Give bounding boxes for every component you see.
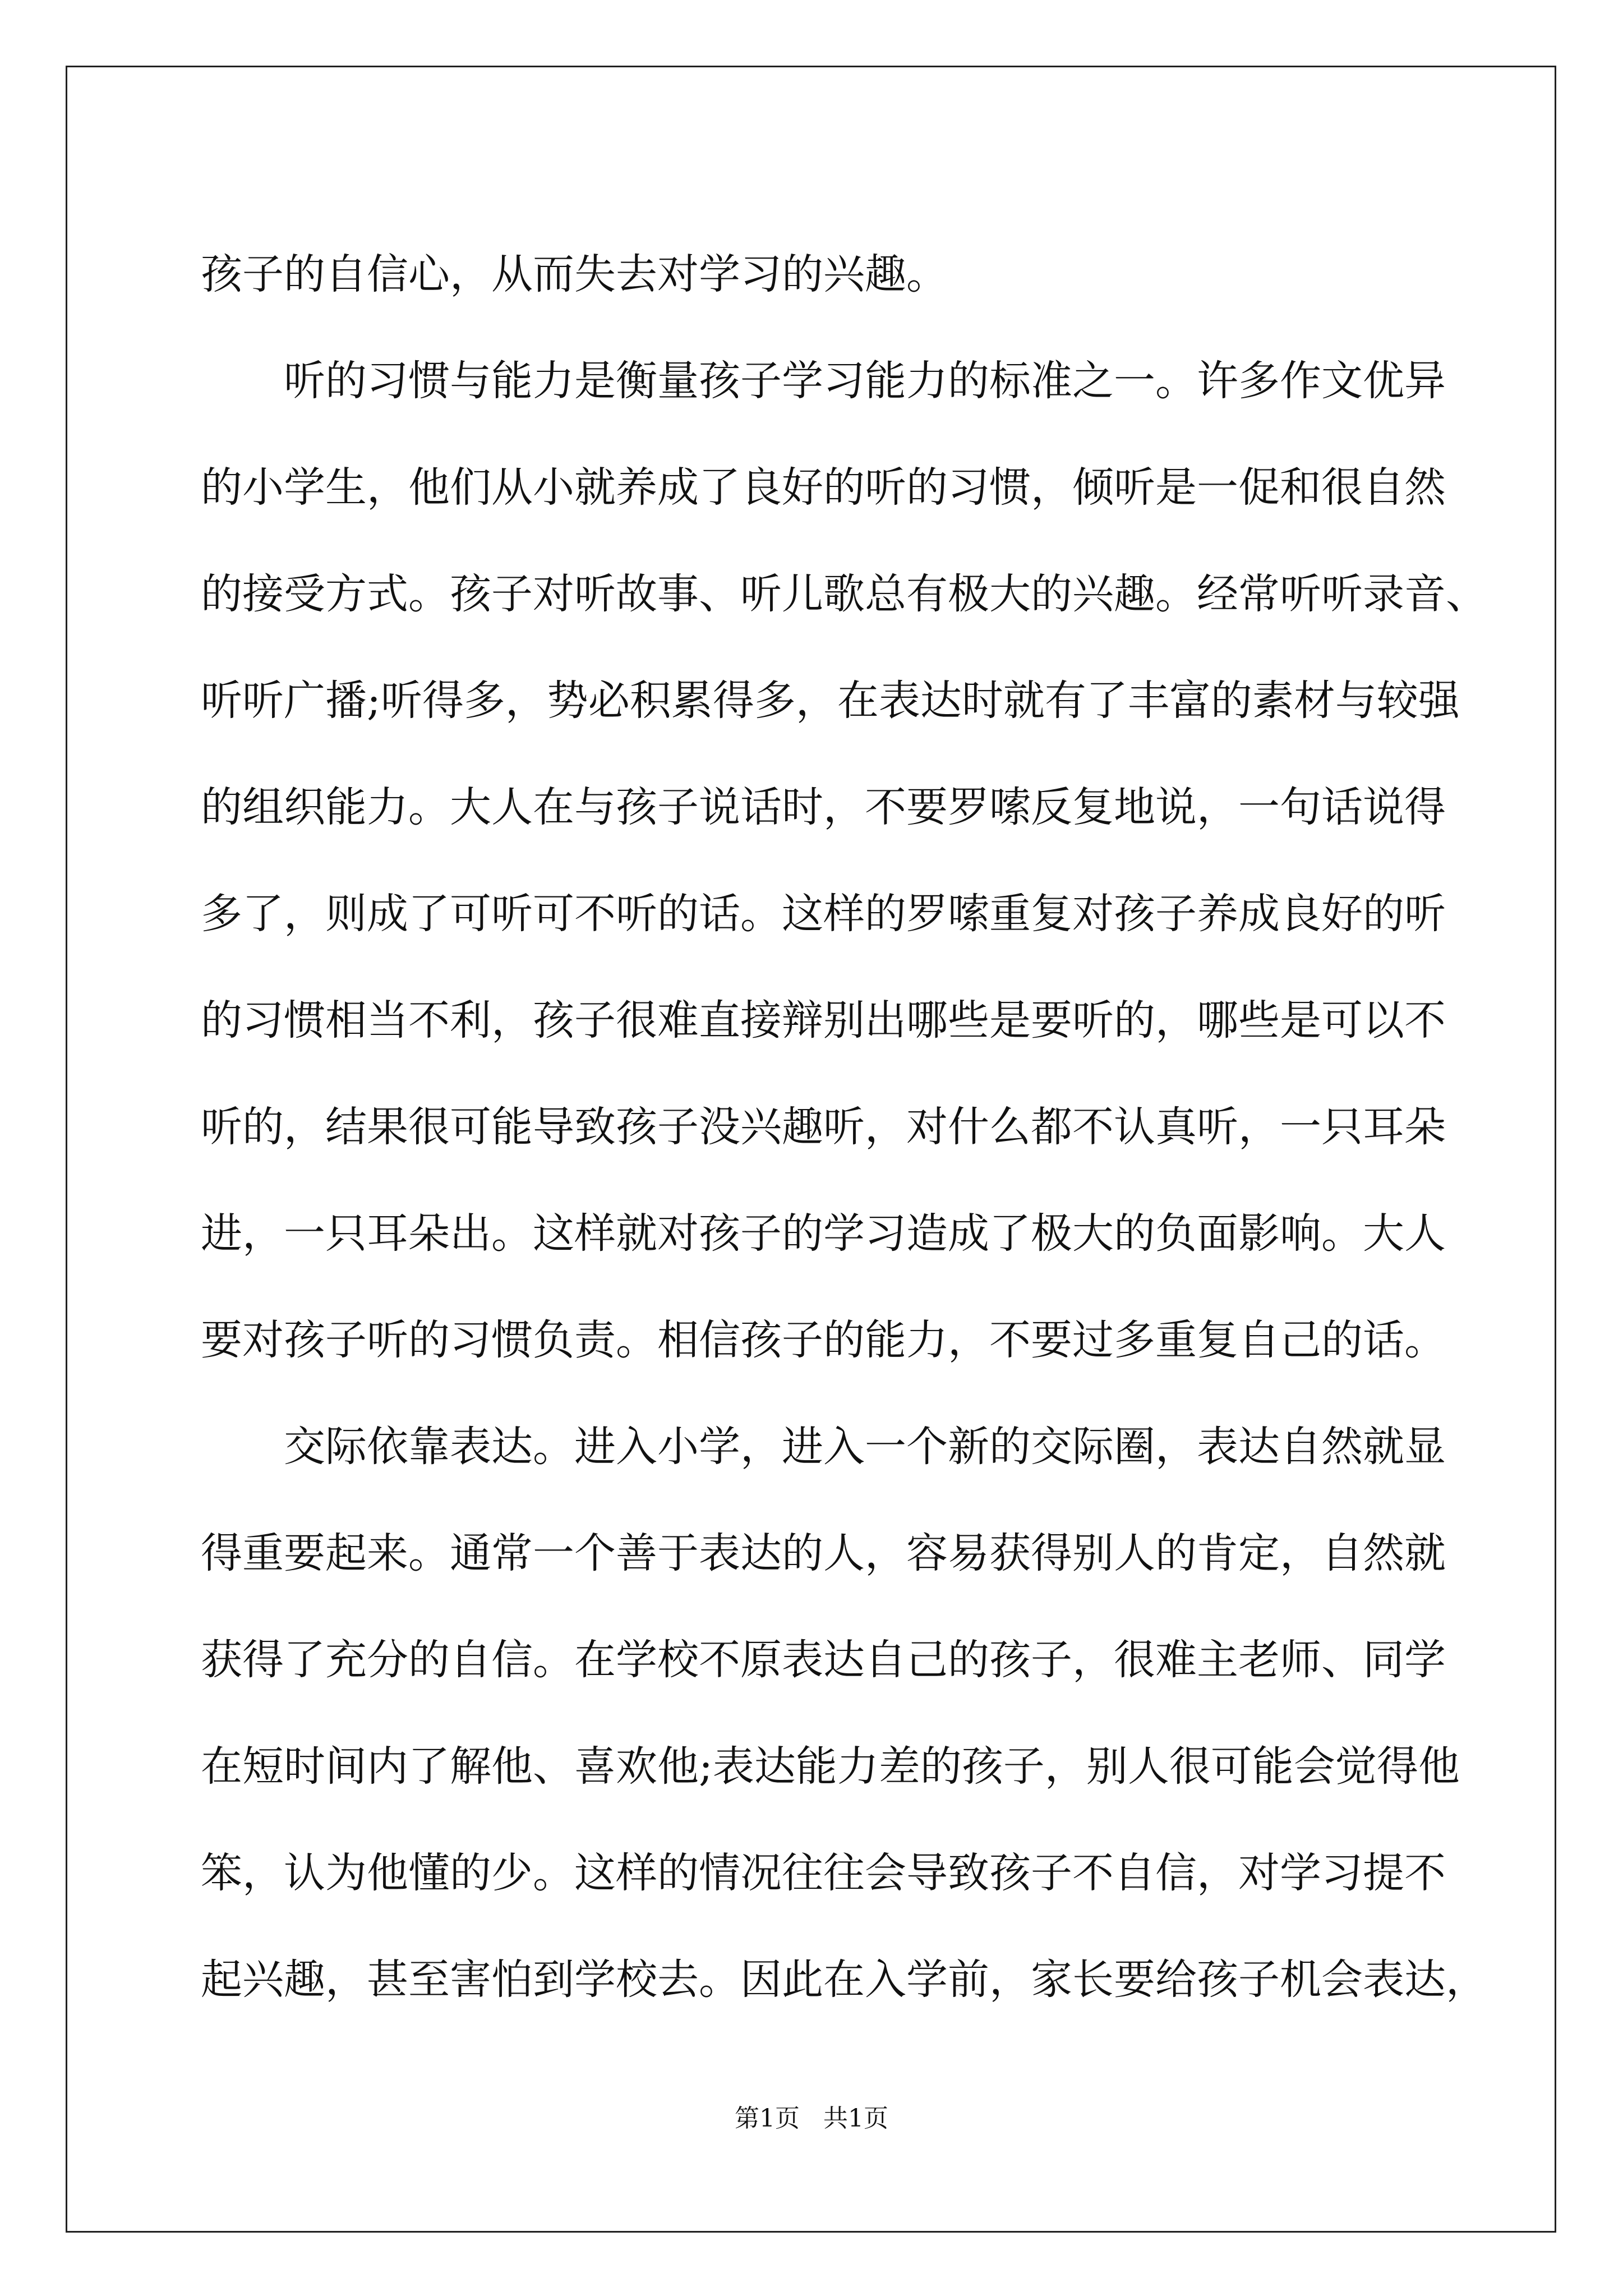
text-line: 获得了充分的自信。在学校不原表达自己的孩子，很难主老师、同学 (201, 1636, 1446, 1684)
text-line: 听的习惯与能力是衡量孩子学习能力的标准之一。许多作文优异 (284, 357, 1446, 405)
text-line: 的接受方式。孩子对听故事、听儿歌总有极大的兴趣。经常听听录音、 (201, 570, 1487, 618)
document-body (201, 221, 1487, 2033)
text-line: 在短时间内了解他、喜欢他;表达能力差的孩子，别人很可能会觉得他 (201, 1742, 1460, 1791)
text-line: 的小学生，他们从小就养成了良好的听的习惯，倾听是一促和很自然 (201, 463, 1446, 512)
text-line: 的习惯相当不利，孩子很难直接辩别出哪些是要听的，哪些是可以不 (201, 996, 1446, 1045)
text-line: 要对孩子听的习惯负责。相信孩子的能力，不要过多重复自己的话。 (201, 1316, 1446, 1364)
page-footer: 第1页 共1页 (735, 2104, 888, 2133)
text-line: 进，一只耳朵出。这样就对孩子的学习造成了极大的负面影响。大人 (201, 1209, 1446, 1258)
text-line: 听的，结果很可能导致孩子没兴趣听，对什么都不认真听，一只耳朵 (201, 1103, 1446, 1151)
text-line: 得重要起来。通常一个善于表达的人，容易获得别人的肯定，自然就 (201, 1529, 1446, 1577)
text-line: 多了，则成了可听可不听的话。这样的罗嗦重复对孩子养成良好的听 (201, 890, 1446, 938)
text-line: 起兴趣，甚至害怕到学校去。因此在入学前，家长要给孩子机会表达， (201, 1955, 1487, 2004)
text-line: 听听广播;听得多，势必积累得多，在表达时就有了丰富的素材与较强 (201, 677, 1460, 725)
text-line: 笨，认为他懂的少。这样的情况往往会导致孩子不自信，对学习提不 (201, 1849, 1446, 1897)
text-line: 的组织能力。大人在与孩子说话时，不要罗嗦反复地说，一句话说得 (201, 783, 1446, 831)
text-line: 孩子的自信心，从而失去对学习的兴趣。 (201, 250, 948, 298)
text-line: 交际依靠表达。进入小学，进入一个新的交际圈，表达自然就显 (284, 1423, 1446, 1471)
